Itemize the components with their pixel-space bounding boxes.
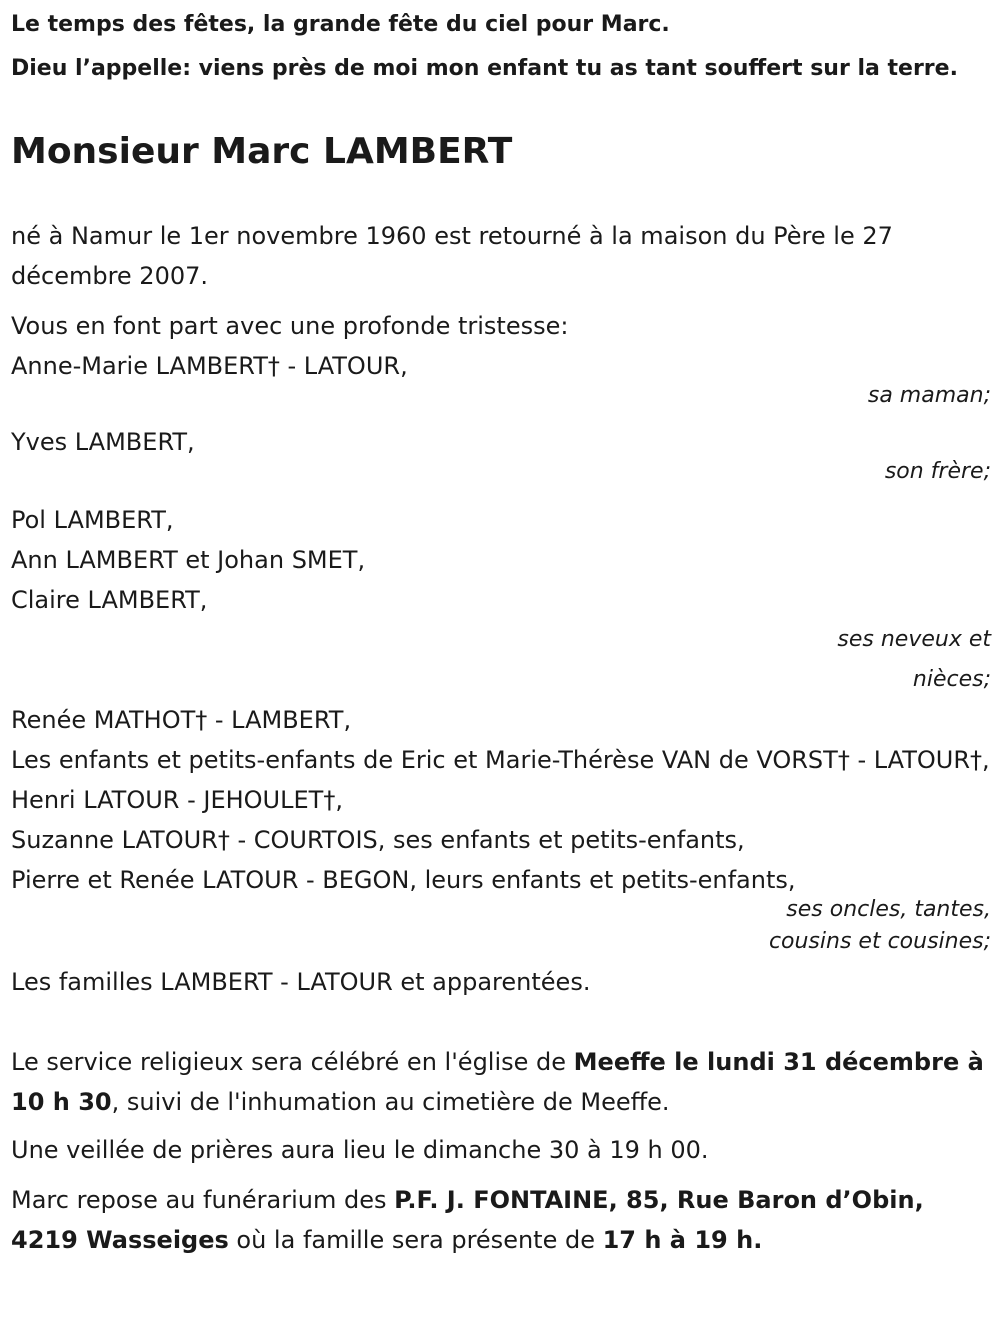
repose-hours: 17 h à 19 h. — [602, 1226, 763, 1254]
repose-text — [11, 1180, 991, 1260]
service-text — [11, 1042, 991, 1122]
family-uncle-3: Henri LATOUR - JEHOULET†, — [11, 786, 343, 814]
family-nephew-2: Ann LAMBERT et Johan SMET, — [11, 546, 366, 574]
relation-nephews-2: nièces; — [912, 667, 991, 692]
family-nephew-1: Pol LAMBERT, — [11, 506, 174, 534]
relation-brother: son frère; — [884, 459, 991, 484]
family-general: Les familles LAMBERT - LATOUR et apparentées. — [11, 968, 591, 996]
family-uncle-4: Suzanne LATOUR† - COURTOIS, ses enfants et petits-enfants, — [11, 826, 745, 854]
relation-nephews-1: ses neveux et — [837, 627, 991, 652]
relation-uncles-2: cousins et cousines; — [768, 929, 991, 954]
vigil-text: Une veillée de prières aura lieu le dimanche 30 à 19 h 00. — [11, 1136, 709, 1164]
intro-line-2: Dieu l’appelle: viens près de moi mon enfant tu as tant souffert sur la terre. — [11, 56, 958, 81]
announce-text: Vous en font part avec une profonde tristesse: — [11, 312, 569, 340]
family-uncle-5: Pierre et Renée LATOUR - BEGON, leurs enfants et petits-enfants, — [11, 866, 796, 894]
service-pre: Le service religieux sera célébré en l'église de — [11, 1048, 574, 1076]
obituary-document — [11, 0, 991, 1260]
family-uncle-1: Renée MATHOT† - LAMBERT, — [11, 706, 352, 734]
service-post: , suivi de l'inhumation au cimetière de Meeffe. — [111, 1088, 670, 1116]
intro-line-1: Le temps des fêtes, la grande fête du ciel pour Marc. — [11, 12, 670, 37]
family-uncle-2: Les enfants et petits-enfants de Eric et Marie-Thérèse VAN de VORST† - LATOUR†, — [11, 746, 990, 774]
birth-text: né à Namur le 1er novembre 1960 est retourné à la maison du Père le 27 décembre 2007. — [11, 222, 893, 290]
family-nephew-3: Claire LAMBERT, — [11, 586, 208, 614]
family-brother: Yves LAMBERT, — [11, 428, 195, 456]
page-title: Monsieur Marc LAMBERT — [11, 131, 513, 172]
repose-mid: où la famille sera présente de — [228, 1226, 603, 1254]
relation-uncles-1: ses oncles, tantes, — [786, 897, 991, 922]
family-mother: Anne-Marie LAMBERT† - LATOUR, — [11, 352, 408, 380]
repose-location: P.F. J. FONTAINE, 85, Rue Baron d’Obin, 4219 Wasseiges — [11, 1186, 924, 1254]
relation-mother: sa maman; — [867, 383, 991, 408]
service-date: Meeffe le lundi 31 décembre à 10 h 30 — [11, 1048, 984, 1116]
repose-pre: Marc repose au funérarium des — [11, 1186, 395, 1214]
